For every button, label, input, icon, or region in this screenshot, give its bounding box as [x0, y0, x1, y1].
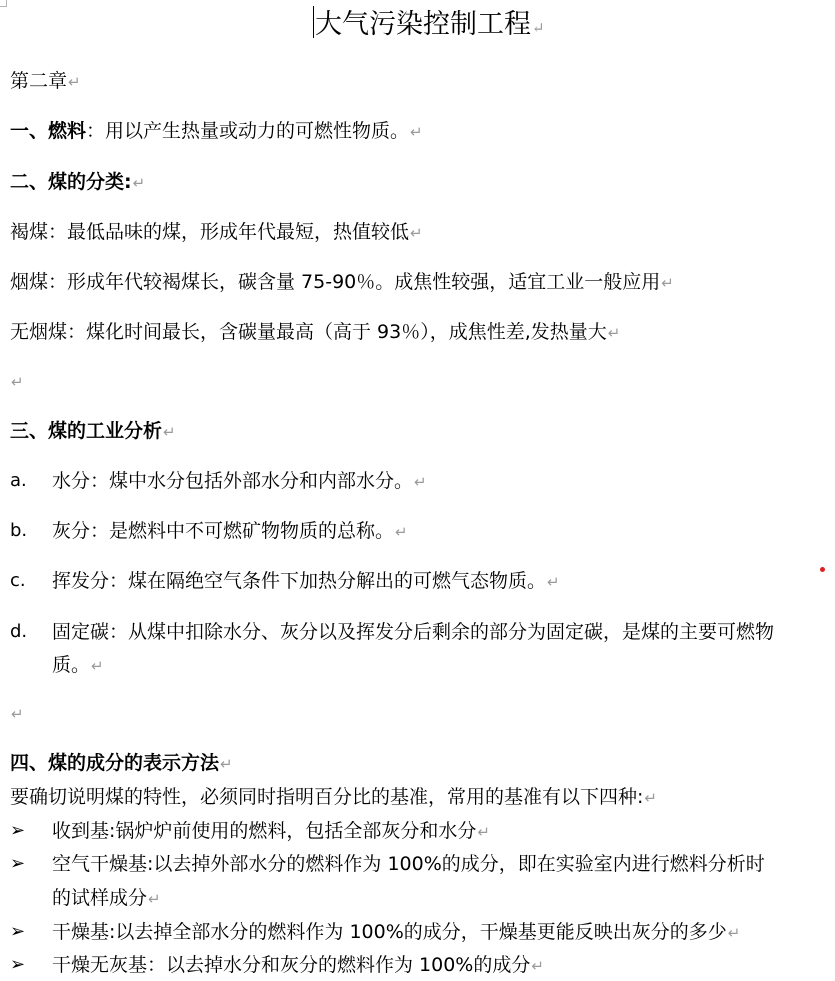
paragraph-mark-icon: ↵ — [532, 19, 545, 37]
list-item-text: 干燥无灰基：以去掉水分和灰分的燃料作为 100%的成分 — [52, 954, 531, 976]
paragraph-mark-icon: ↵ — [410, 123, 423, 141]
document-title — [313, 6, 545, 46]
analysis-item-ash — [52, 516, 408, 547]
list-marker-d: d. — [10, 621, 28, 642]
paragraph-mark-icon: ↵ — [163, 423, 176, 441]
paragraph-mark-icon: ↵ — [132, 174, 146, 192]
analysis-item-volatile — [52, 566, 560, 597]
paragraph-mark-icon: ↵ — [68, 73, 81, 91]
chapter-heading — [10, 69, 81, 94]
coal-type-text: 褐煤：最低品味的煤，形成年代最短，热值较低 — [10, 221, 410, 243]
analysis-item-fixed-carbon — [52, 617, 774, 647]
section-analysis-label: 三、煤的工业分析 — [10, 420, 163, 442]
chapter-text: 第二章 — [10, 70, 68, 92]
list-marker-c: c. — [10, 570, 26, 591]
paragraph-mark-icon: ↵ — [410, 224, 423, 242]
list-marker-a: a. — [10, 470, 27, 491]
coal-type-lignite — [10, 220, 423, 245]
section-fuel-label: 一、燃料 — [10, 120, 87, 142]
paragraph-mark-icon: ↵ — [91, 657, 104, 675]
arrow-bullet-icon: ➢ — [10, 820, 26, 841]
paragraph-mark-icon: ↵ — [414, 473, 427, 491]
paragraph-mark-icon: ↵ — [727, 924, 741, 942]
list-marker-b: b. — [10, 520, 28, 541]
basis-intro-text: 要确切说明煤的特性，必须同时指明百分比的基准，常用的基准有以下四种: — [10, 786, 644, 808]
analysis-item-fixed-carbon-cont — [52, 650, 104, 681]
coal-type-text: 无烟煤：煤化时间最长，含碳量最高（高于 93％），成焦性差,发热量大 — [10, 321, 607, 343]
paragraph-mark-icon: ↵ — [661, 274, 674, 292]
text-cursor — [313, 6, 314, 38]
paragraph-mark-icon: ↵ — [395, 523, 408, 541]
section-classification-label: 二、煤的分类 — [10, 171, 125, 193]
list-item-text: 挥发分：煤在隔绝空气条件下加热分解出的可燃气态物质。 — [52, 570, 547, 592]
analysis-item-moisture — [52, 466, 427, 497]
section-industrial-analysis — [10, 419, 176, 444]
section-fuel-text: ：用以产生热量或动力的可燃性物质。 — [86, 120, 410, 142]
basis-dry — [52, 917, 740, 948]
paragraph-mark-icon: ↵ — [11, 705, 24, 723]
coal-type-bituminous — [10, 270, 674, 295]
paragraph-mark-icon: ↵ — [477, 823, 490, 841]
title-text: 大气污染控制工程 — [315, 9, 531, 40]
section-coal-classification — [10, 170, 145, 195]
list-item-text: 干燥基:以去掉全部水分的燃料作为 100%的成分，干燥基更能反映出灰分的多少 — [52, 921, 727, 943]
list-item-text: 固定碳：从煤中扣除水分、灰分以及挥发分后剩余的部分为固定碳，是煤的主要可燃物 — [52, 621, 775, 643]
paragraph-mark-icon: ↵ — [11, 373, 24, 391]
list-item-text: 收到基:锅炉炉前使用的燃料，包括全部灰分和水分 — [52, 820, 477, 842]
empty-paragraph — [10, 369, 24, 394]
basis-intro — [10, 785, 657, 810]
red-marker-dot — [820, 567, 825, 572]
list-item-text: 水分：煤中水分包括外部水分和内部水分。 — [52, 470, 414, 492]
page-corner-mark — [0, 0, 7, 7]
basis-as-received — [52, 816, 490, 847]
list-item-text: 的试样成分 — [52, 887, 148, 909]
paragraph-mark-icon: ↵ — [531, 957, 544, 975]
paragraph-mark-icon: ↵ — [220, 755, 233, 773]
basis-air-dried-cont — [52, 883, 161, 914]
section-composition-label: 四、煤的成分的表示方法 — [10, 752, 220, 774]
list-item-text: 空气干燥基:以去掉外部水分的燃料作为 100%的成分，即在实验室内进行燃料分析时 — [52, 853, 765, 875]
arrow-bullet-icon: ➢ — [10, 921, 26, 942]
paragraph-mark-icon: ↵ — [607, 324, 621, 342]
list-item-text: 质。 — [52, 654, 91, 676]
paragraph-mark-icon: ↵ — [547, 573, 560, 591]
arrow-bullet-icon: ➢ — [10, 954, 26, 975]
section-composition — [10, 751, 233, 776]
coal-type-text: 烟煤：形成年代较褐煤长，碳含量 75-90％。成焦性较强，适宜工业一般应用 — [10, 271, 661, 293]
paragraph-mark-icon: ↵ — [148, 890, 161, 908]
section-classification-colon: : — [124, 171, 132, 193]
list-item-text: 灰分：是燃料中不可燃矿物物质的总称。 — [52, 520, 395, 542]
section-fuel — [10, 119, 423, 144]
arrow-bullet-icon: ➢ — [10, 853, 26, 874]
empty-paragraph — [10, 701, 24, 726]
basis-air-dried — [52, 849, 765, 879]
basis-dry-ash-free — [52, 950, 544, 981]
paragraph-mark-icon: ↵ — [644, 789, 657, 807]
coal-type-anthracite — [10, 320, 620, 345]
